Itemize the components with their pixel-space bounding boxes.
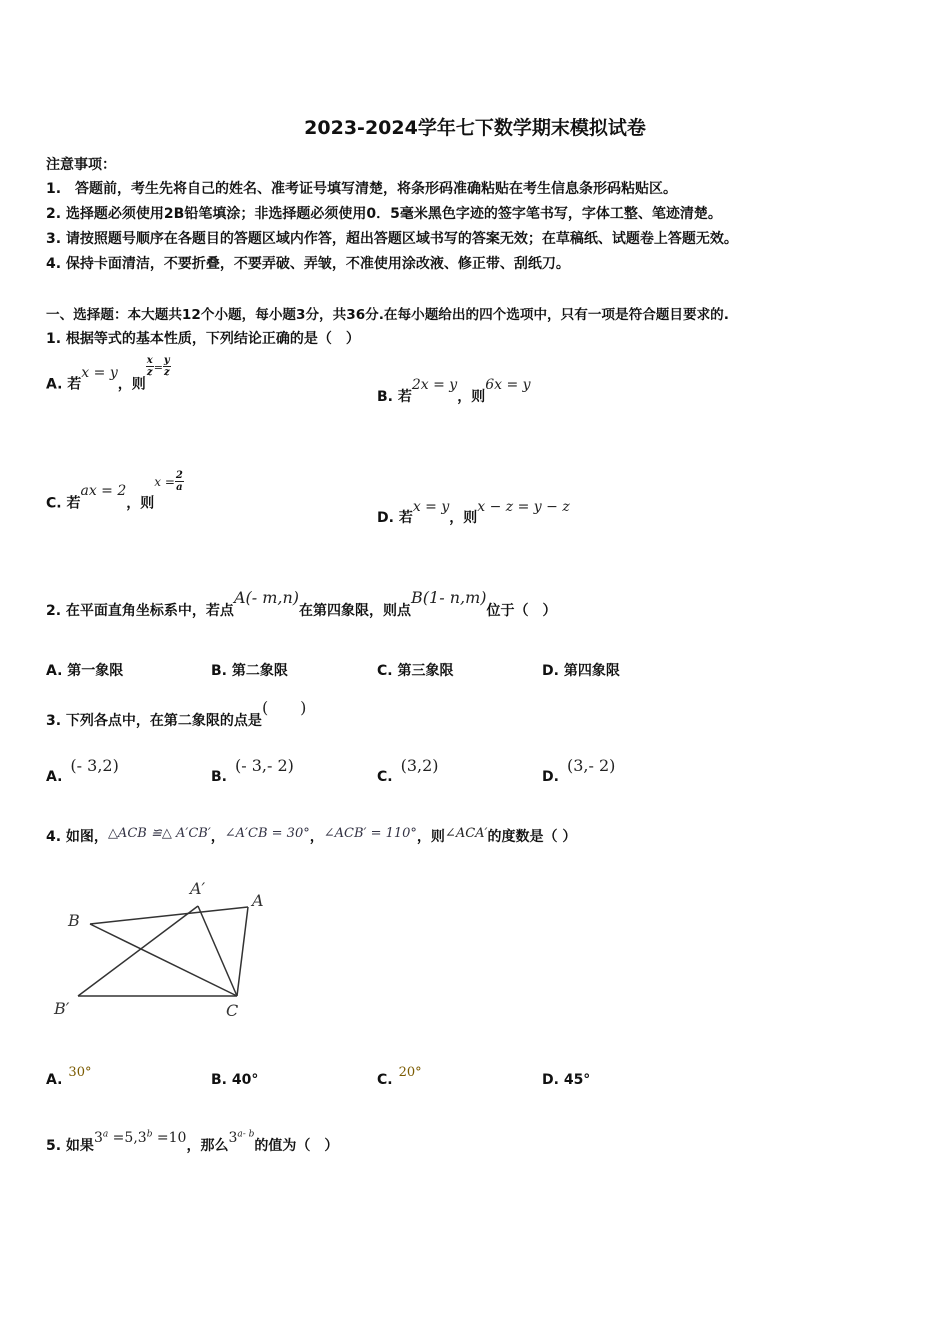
segment-ba [90, 907, 248, 924]
triangle-figure [40, 870, 290, 1030]
notice-heading: 注意事项： [46, 157, 116, 173]
segment-a1c [198, 906, 237, 996]
q3-option-b[interactable]: B.(- 3,- 2) [211, 756, 294, 785]
q4-option-d[interactable]: D. 45° [542, 1072, 591, 1088]
q1-option-b[interactable]: B. 若2x = y，则6x = y [377, 377, 531, 405]
q2-option-d[interactable]: D. 第四象限 [542, 663, 620, 679]
label-a-prime: A′ [190, 879, 206, 898]
label-a: A [252, 891, 264, 910]
notice-item: 1. 答题前，考生先将自己的姓名、准考证号填写清楚，将条形码准确粘贴在考生信息条形码粘贴区。 [46, 181, 678, 197]
q1-option-c[interactable]: C. 若ax = 2，则x = $\frac{2}{a}$ [46, 470, 183, 512]
notice-item: 4. 保持卡面清洁，不要折叠，不要弄破、弄皱，不准使用涂改液、修正带、刮纸刀。 [46, 256, 570, 272]
q3-option-d[interactable]: D.(3,- 2) [542, 756, 616, 785]
q1-option-d[interactable]: D. 若x = y，则x − z = y − z [377, 499, 570, 526]
q2-option-b[interactable]: B. 第二象限 [211, 663, 288, 679]
page-title: 2023-2024学年七下数学期末模拟试卷 [304, 117, 646, 139]
question-3-stem: 3. 下列各点中，在第二象限的点是( ) [46, 698, 307, 729]
section-heading: 一、选择题：本大题共12个小题，每小题3分，共36分.在每小题给出的四个选项中，只有一项是符合题目要求的. [46, 307, 729, 323]
segment-ac [237, 907, 248, 996]
question-4-stem: 4. 如图，△ACB ≌△ A′CB′，∠A′CB = 30°，∠ACB′ = 110°，则∠ACA′的度数是（ ） [46, 826, 577, 845]
q3-option-c[interactable]: C.(3,2) [377, 756, 439, 785]
notice-item: 3. 请按照题号顺序在各题目的答题区域内作答，超出答题区域书写的答案无效；在草稿纸、试题卷上答题无效。 [46, 231, 738, 247]
q4-option-a[interactable]: A. 30° [46, 1065, 92, 1088]
label-b: B [68, 911, 80, 930]
question-5-stem: 5. 如果$3^a =5,3^b =10$，那么3$^{a- b}$的值为（ ） [46, 1129, 339, 1154]
q4-option-c[interactable]: C. 20° [377, 1065, 422, 1088]
q1-option-a[interactable]: A. 若x = y，则 $\frac{x}{z}$ = $\frac{y}{z}$ [46, 355, 170, 393]
q4-option-b[interactable]: B. 40° [211, 1072, 259, 1088]
label-b-prime: B′ [54, 999, 70, 1018]
label-c: C [226, 1001, 239, 1020]
segment-bc [90, 924, 237, 996]
q2-option-c[interactable]: C. 第三象限 [377, 663, 454, 679]
notice-item: 2. 选择题必须使用2B铅笔填涂；非选择题必须使用0．5毫米黑色字迹的签字笔书写，字体工整、笔迹清楚。 [46, 206, 722, 222]
q3-option-a[interactable]: A.(- 3,2) [46, 756, 119, 785]
question-1-stem: 1. 根据等式的基本性质，下列结论正确的是（ ） [46, 331, 360, 347]
question-2-stem: 2. 在平面直角坐标系中，若点A(- m,n)在第四象限，则点B(1- n,m)位于（ ） [46, 588, 557, 619]
q2-option-a[interactable]: A. 第一象限 [46, 663, 124, 679]
